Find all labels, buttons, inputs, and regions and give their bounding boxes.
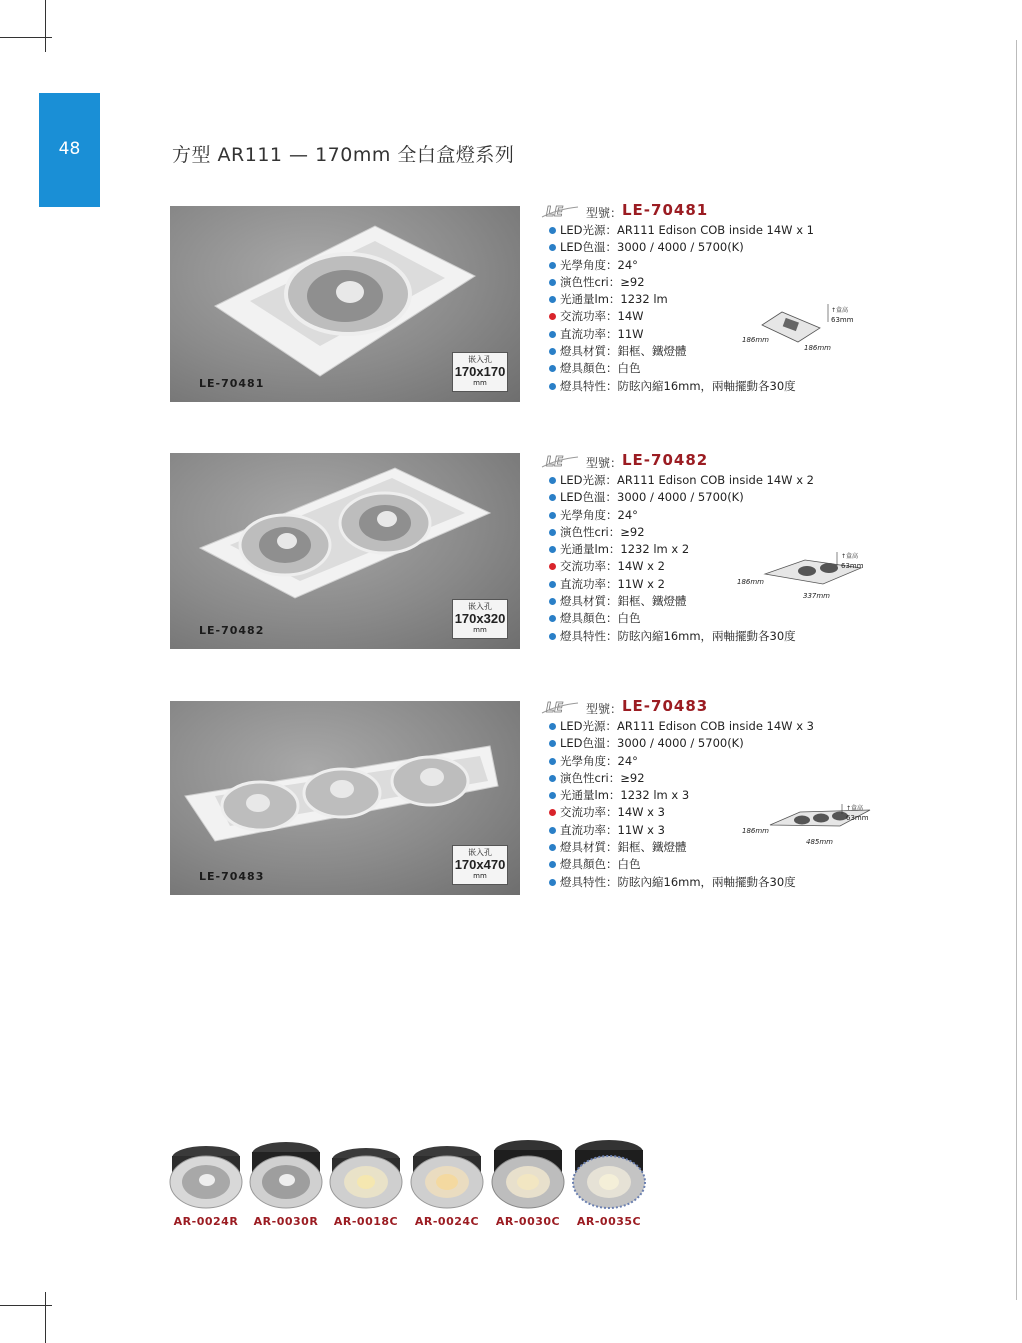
- bulb-code: AR-0035C: [576, 1215, 642, 1228]
- bulb-item: [326, 1134, 406, 1228]
- spec-item: 光通量lm：1232 lm x 2: [540, 541, 840, 558]
- bullet-icon: [549, 348, 556, 355]
- spec-item: 燈具顏色：白色: [540, 360, 840, 377]
- product-photo: [170, 206, 520, 402]
- depth-label: ↑盒高: [841, 553, 859, 560]
- bullet-icon: [549, 827, 556, 834]
- spec-item: 交流功率：14W: [540, 308, 840, 325]
- spec-item: LED光源：AR111 Edison COB inside 14W x 3: [540, 718, 840, 735]
- spec-item: 光學角度：24°: [540, 257, 840, 274]
- spec-item: 燈具特性：防眩內縮16mm，兩軸擺動各30度: [540, 628, 840, 645]
- cutout-dimension: 170x320: [454, 611, 506, 626]
- spec-block: [540, 202, 840, 395]
- spec-item: 直流功率：11W x 3: [540, 822, 840, 839]
- cutout-unit: mm: [473, 872, 487, 880]
- spec-item: 直流功率：11W x 2: [540, 576, 840, 593]
- bulb-image: [489, 1134, 567, 1212]
- bullet-icon: [549, 758, 556, 765]
- bullet-icon: [549, 598, 556, 605]
- spec-item: 燈具材質：鋁框、鐵燈體: [540, 593, 840, 610]
- svg-text:LE: LE: [546, 205, 564, 219]
- photo-model-label: LE-70483: [199, 870, 265, 883]
- model-key: 型號：: [586, 206, 623, 220]
- svg-text:LE: LE: [546, 701, 564, 715]
- width-value: 186mm: [737, 578, 764, 586]
- cutout-label: 嵌入孔: [468, 602, 492, 611]
- bullet-icon: [549, 581, 556, 588]
- depth-label: ↑盒高: [831, 307, 849, 314]
- bullet-icon: [549, 529, 556, 536]
- bulb-code: AR-0030R: [253, 1215, 319, 1228]
- bullet-icon: [549, 279, 556, 286]
- le-logo-icon: [540, 203, 580, 219]
- page-number-tab: [39, 93, 100, 207]
- width-value: 186mm: [742, 336, 769, 344]
- spec-item: 演色性cri：≥92: [540, 770, 840, 787]
- spec-item: LED色溫：3000 / 4000 / 5700(K): [540, 239, 840, 256]
- cutout-size-box: [452, 599, 508, 639]
- bullet-icon: [549, 365, 556, 372]
- model-row: [540, 452, 840, 472]
- spec-item: LED色溫：3000 / 4000 / 5700(K): [540, 489, 840, 506]
- spec-item: 直流功率：11W: [540, 326, 840, 343]
- depth-value: 63mm: [841, 562, 864, 570]
- bulb-code: AR-0024C: [414, 1215, 480, 1228]
- bulb-item: [488, 1134, 568, 1228]
- depth-value: 63mm: [846, 814, 869, 822]
- cutout-dimension: 170x170: [454, 364, 506, 379]
- cutout-label: 嵌入孔: [468, 355, 492, 364]
- cutout-unit: mm: [473, 626, 487, 634]
- length-value: 485mm: [806, 838, 833, 846]
- cutout-dimension: 170x470: [454, 857, 506, 872]
- bullet-icon: [549, 615, 556, 622]
- dimension-diagram: [735, 546, 875, 602]
- bulb-item: [166, 1134, 246, 1228]
- model-key: 型號：: [586, 702, 623, 716]
- bulb-item: [569, 1134, 649, 1228]
- bulb-image: [570, 1134, 648, 1212]
- bulb-image: [167, 1134, 245, 1212]
- bullet-icon: [549, 792, 556, 799]
- crop-mark-bottom-h: [0, 1305, 52, 1306]
- photo-model-label: LE-70481: [199, 377, 265, 390]
- page-title: 方型 AR111 — 170mm 全白盒燈系列: [172, 144, 515, 166]
- page-number: 48: [58, 139, 81, 159]
- model-number: LE-70481: [622, 201, 709, 219]
- dimension-diagram: [740, 800, 880, 850]
- spec-item: 燈具顏色：白色: [540, 610, 840, 627]
- length-value: 186mm: [804, 344, 831, 352]
- cutout-size-box: [452, 845, 508, 885]
- spec-item: 光學角度：24°: [540, 753, 840, 770]
- bulb-code: AR-0030C: [495, 1215, 561, 1228]
- cutout-size-box: [452, 352, 508, 392]
- spec-item: 交流功率：14W x 3: [540, 804, 840, 821]
- bullet-red-icon: [549, 313, 556, 320]
- spec-item: 燈具材質：鋁框、鐵燈體: [540, 839, 840, 856]
- depth-value: 63mm: [831, 316, 854, 324]
- product-photo: [170, 701, 520, 895]
- spec-item: 燈具特性：防眩內縮16mm，兩軸擺動各30度: [540, 874, 840, 891]
- bullet-icon: [549, 512, 556, 519]
- bulb-image: [408, 1134, 486, 1212]
- bullet-icon: [549, 296, 556, 303]
- spec-item: LED光源：AR111 Edison COB inside 14W x 1: [540, 222, 840, 239]
- svg-text:LE: LE: [546, 455, 564, 469]
- bullet-icon: [549, 740, 556, 747]
- bulb-code: AR-0024R: [173, 1215, 239, 1228]
- spec-item: 演色性cri：≥92: [540, 524, 840, 541]
- model-row: [540, 698, 840, 718]
- bullet-red-icon: [549, 563, 556, 570]
- bullet-icon: [549, 723, 556, 730]
- spec-item: 燈具材質：鋁框、鐵燈體: [540, 343, 840, 360]
- bullet-icon: [549, 477, 556, 484]
- bullet-icon: [549, 244, 556, 251]
- width-value: 186mm: [742, 827, 769, 835]
- bullet-icon: [549, 383, 556, 390]
- le-logo-icon: [540, 453, 580, 469]
- spec-item: 燈具特性：防眩內縮16mm，兩軸擺動各30度: [540, 378, 840, 395]
- spec-item: 交流功率：14W x 2: [540, 558, 840, 575]
- bullet-icon: [549, 844, 556, 851]
- bullet-icon: [549, 331, 556, 338]
- le-logo-icon: [540, 699, 580, 715]
- crop-mark-top-v: [45, 0, 46, 52]
- spec-item: LED光源：AR111 Edison COB inside 14W x 2: [540, 472, 840, 489]
- model-key: 型號：: [586, 456, 623, 470]
- bullet-icon: [549, 861, 556, 868]
- cutout-label: 嵌入孔: [468, 848, 492, 857]
- bulb-lineup: [166, 1134, 646, 1234]
- bullet-icon: [549, 633, 556, 640]
- spec-item: 光通量lm：1232 lm: [540, 291, 840, 308]
- bulb-code: AR-0018C: [333, 1215, 399, 1228]
- product-photo: [170, 453, 520, 649]
- spec-item: 光學角度：24°: [540, 507, 840, 524]
- bullet-icon: [549, 494, 556, 501]
- model-row: [540, 202, 840, 222]
- crop-mark-top-h: [0, 37, 52, 38]
- model-number: LE-70483: [622, 697, 709, 715]
- bulb-image: [247, 1134, 325, 1212]
- dimension-diagram: [740, 300, 870, 356]
- bullet-icon: [549, 546, 556, 553]
- bulb-item: [407, 1134, 487, 1228]
- spec-item: 燈具顏色：白色: [540, 856, 840, 873]
- bullet-icon: [549, 879, 556, 886]
- model-number: LE-70482: [622, 451, 709, 469]
- length-value: 337mm: [803, 592, 830, 600]
- spec-item: 演色性cri：≥92: [540, 274, 840, 291]
- bulb-item: [246, 1134, 326, 1228]
- bullet-icon: [549, 262, 556, 269]
- bullet-icon: [549, 775, 556, 782]
- bullet-icon: [549, 227, 556, 234]
- photo-model-label: LE-70482: [199, 624, 265, 637]
- spec-item: LED色溫：3000 / 4000 / 5700(K): [540, 735, 840, 752]
- bulb-image: [327, 1134, 405, 1212]
- cutout-unit: mm: [473, 379, 487, 387]
- spec-item: 光通量lm：1232 lm x 3: [540, 787, 840, 804]
- bullet-red-icon: [549, 809, 556, 816]
- depth-label: ↑盒高: [846, 805, 864, 812]
- spec-block: [540, 698, 840, 891]
- crop-mark-right-v: [1016, 40, 1017, 1300]
- crop-mark-bottom-v: [45, 1292, 46, 1343]
